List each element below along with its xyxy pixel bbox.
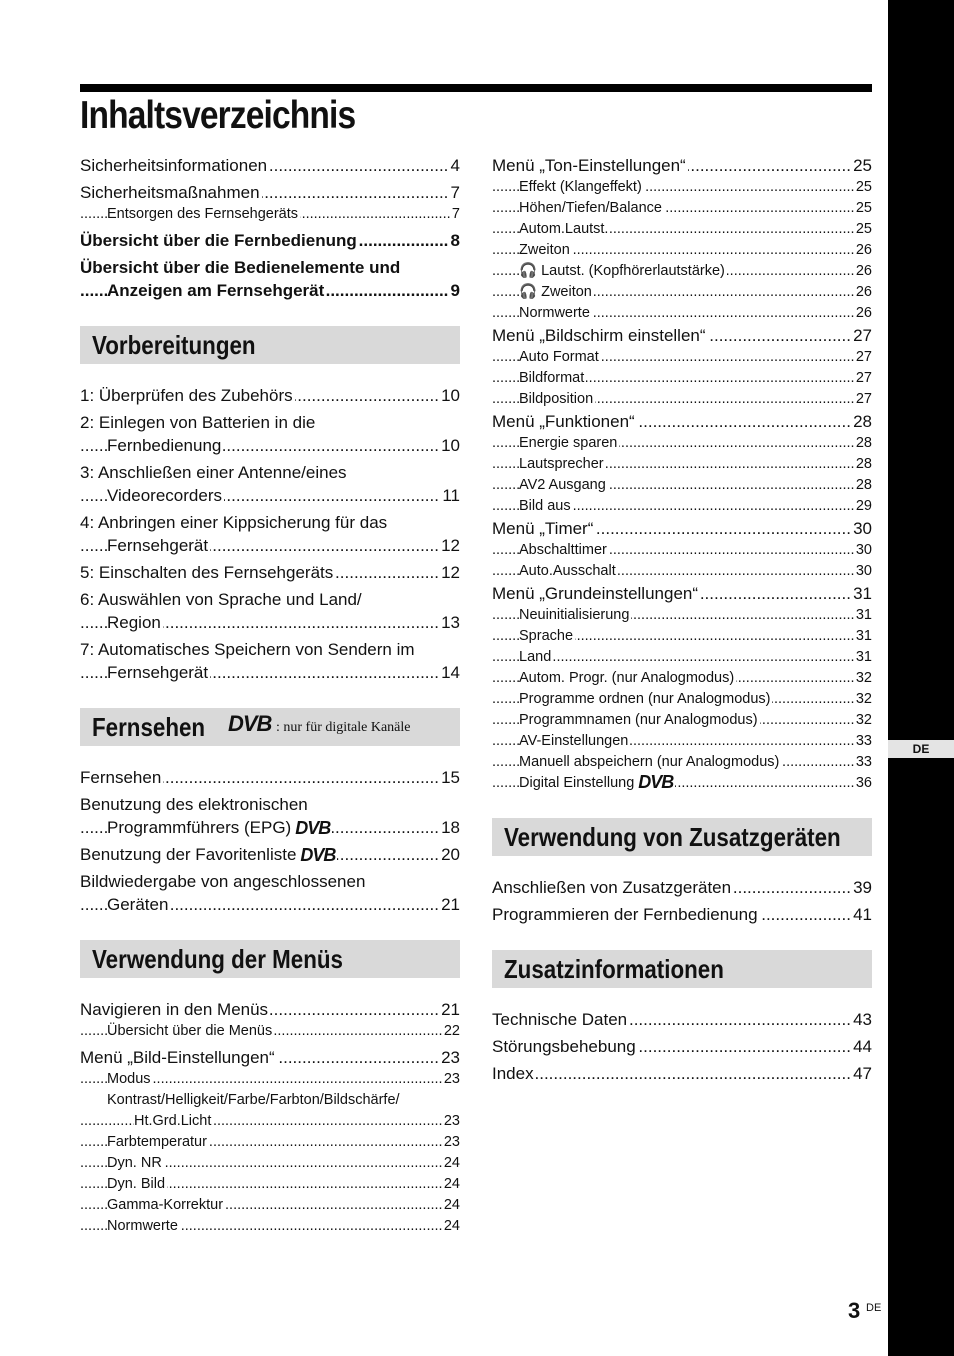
toc-subentry[interactable]: ..... Entsorgen des Fernsehgeräts 7 — [80, 204, 460, 225]
toc-subentry[interactable]: ..... Sprache 31 — [492, 626, 872, 647]
toc-entry[interactable]: ..... 1: Überprüfen des Zubehörs 10 — [80, 384, 460, 407]
toc-entry-line2[interactable]: ..... Videorecorders 11 — [80, 484, 460, 507]
toc-subentry[interactable]: ..... Modus 23 — [80, 1069, 460, 1090]
toc-entry[interactable]: ..... Menü „Funktionen“ 28 — [492, 410, 872, 433]
toc-subentry[interactable]: ..... Land 31 — [492, 647, 872, 668]
toc-entry-line2[interactable]: ..... Geräten 21 — [80, 893, 460, 916]
dvb-logo-icon: DVB — [300, 845, 336, 865]
toc-entry[interactable]: ..... Menü „Timer“ 30 — [492, 517, 872, 540]
toc-entry[interactable]: ..... Störungsbehebung 44 — [492, 1035, 872, 1058]
toc-entry[interactable]: ..... Menü „Grundeinstellungen“ 31 — [492, 582, 872, 605]
toc-entry-line2[interactable]: ..... Programmführers (EPG) DVB 18 — [80, 816, 460, 839]
toc-entry-line1[interactable]: Benutzung des elektronischen — [80, 795, 308, 814]
section-header-fernsehen: Fernsehen DVB : nur für digitale Kanäle — [80, 708, 460, 746]
toc-subentry[interactable]: ..... Farbtemperatur 23 — [80, 1132, 460, 1153]
toc-subentry[interactable]: ..... AV-Einstellungen 33 — [492, 731, 872, 752]
headphone-icon: 🎧 — [519, 284, 538, 300]
toc-entry-line1[interactable]: Bildwiedergabe von angeschlossenen — [80, 872, 366, 891]
toc-entry[interactable]: ..... Benutzung der Favoritenliste DVB 20 — [80, 843, 460, 866]
dvb-note: : nur für digitale Kanäle — [276, 720, 411, 735]
toc-subentry[interactable]: ..... Dyn. NR 24 — [80, 1153, 460, 1174]
page-suffix: DE — [866, 1302, 882, 1314]
toc-subentry[interactable]: ..... Bildposition 27 — [492, 389, 872, 410]
toc-subentry[interactable]: ..... Auto.Ausschalt 30 — [492, 561, 872, 582]
toc-subentry[interactable]: ..... Dyn. Bild 24 — [80, 1174, 460, 1195]
toc-entry-line1[interactable]: 3: Anschließen einer Antenne/eines — [80, 463, 347, 482]
toc-entry[interactable]: ..... Fernsehen 15 — [80, 766, 460, 789]
toc-entry-line2[interactable]: ..... Anzeigen am Fernsehgerät 9 — [80, 279, 460, 302]
toc-entry[interactable]: ..... Navigieren in den Menüs 21 — [80, 998, 460, 1021]
toc-subentry[interactable]: ..... Effekt (Klangeffekt) 25 — [492, 177, 872, 198]
section-header-vorbereitungen: Vorbereitungen — [80, 326, 460, 364]
dvb-logo-icon: DVB — [638, 773, 674, 792]
toc-subentry[interactable]: ..... Auto Format 27 — [492, 347, 872, 368]
page-number: 3 — [848, 1298, 861, 1323]
toc-entry[interactable]: ..... Sicherheitsinformationen 4 — [80, 154, 460, 177]
toc-entry[interactable]: ..... Menü „Bild-Einstellungen“ 23 — [80, 1046, 460, 1069]
language-tab: DE — [888, 740, 954, 758]
toc-subentry[interactable]: ..... Normwerte 24 — [80, 1216, 460, 1237]
toc-subentry[interactable]: ..... Übersicht über die Menüs 22 — [80, 1021, 460, 1042]
right-black-margin — [888, 0, 954, 1356]
toc-entry-line1[interactable]: 4: Anbringen einer Kippsicherung für das — [80, 513, 388, 532]
toc-entry-line2[interactable]: ..... Fernbedienung 10 — [80, 434, 460, 457]
section-header-menues: Verwendung der Menüs — [80, 940, 460, 978]
toc-subentry[interactable]: ..... Autom. Progr. (nur Analogmodus) 32 — [492, 668, 872, 689]
toc-subentry[interactable]: ..... Höhen/Tiefen/Balance 25 — [492, 198, 872, 219]
title-rule — [80, 84, 872, 92]
toc-subentry[interactable]: ..... Digital Einstellung DVB 36 — [492, 773, 872, 794]
toc-subentry[interactable]: ..... 🎧 Lautst. (Kopfhörerlautstärke) 26 — [492, 261, 872, 282]
toc-subentry[interactable]: ..... Programme ordnen (nur Analogmodus) 32 — [492, 689, 872, 710]
toc-entry[interactable]: ..... Technische Daten 43 — [492, 1008, 872, 1031]
toc-entry[interactable]: ..... Übersicht über die Fernbedienung 8 — [80, 229, 460, 252]
toc-entry-line1[interactable]: 2: Einlegen von Batterien in die — [80, 413, 316, 432]
toc-subentry[interactable]: ..... Autom.Lautst. 25 — [492, 219, 872, 240]
toc-entry[interactable]: ..... Menü „Bildschirm einstellen“ 27 — [492, 324, 872, 347]
toc-subentry[interactable]: ..... Manuell abspeichern (nur Analogmodus) 33 — [492, 752, 872, 773]
toc-subentry[interactable]: ..... Neuinitialisierung 31 — [492, 605, 872, 626]
toc-left-column — [80, 154, 460, 1237]
toc-subentry[interactable]: ..... Programmnamen (nur Analogmodus) 32 — [492, 710, 872, 731]
toc-subentry[interactable]: ..... Zweiton 26 — [492, 240, 872, 261]
toc-subentry-line1[interactable]: Kontrast/Helligkeit/Farbe/Farbton/Bildschärfe/ — [107, 1092, 400, 1108]
toc-entry-line2[interactable]: ..... Fernsehgerät 12 — [80, 534, 460, 557]
toc-subentry[interactable]: ..... Lautsprecher 28 — [492, 454, 872, 475]
toc-subentry[interactable]: ..... Abschalttimer 30 — [492, 540, 872, 561]
toc-subentry[interactable]: ..... AV2 Ausgang 28 — [492, 475, 872, 496]
headphone-icon: 🎧 — [519, 263, 538, 279]
dvb-logo-icon: DVB — [228, 711, 272, 736]
page-title: Inhaltsverzeichnis — [80, 94, 356, 137]
toc-entry[interactable]: ..... Anschließen von Zusatzgeräten 39 — [492, 876, 872, 899]
toc-entry[interactable]: ..... Programmieren der Fernbedienung 41 — [492, 903, 872, 926]
toc-subentry[interactable]: ..... Normwerte 26 — [492, 303, 872, 324]
section-header-zusatzgeraete: Verwendung von Zusatzgeräten — [492, 818, 872, 856]
toc-entry[interactable]: ..... Index 47 — [492, 1062, 872, 1085]
toc-subentry[interactable]: ..... Gamma-Korrektur 24 — [80, 1195, 460, 1216]
toc-entry-line2[interactable]: ..... Region 13 — [80, 611, 460, 634]
toc-subentry[interactable]: ..... Bildformat 27 — [492, 368, 872, 389]
toc-entry[interactable]: ..... Sicherheitsmaßnahmen 7 — [80, 181, 460, 204]
toc-subentry[interactable]: ..... 🎧 Zweiton 26 — [492, 282, 872, 303]
toc-entry-line1[interactable]: 7: Automatisches Speichern von Sendern im — [80, 640, 415, 659]
toc-entry[interactable]: ..... 5: Einschalten des Fernsehgeräts 12 — [80, 561, 460, 584]
toc-entry-line1[interactable]: Übersicht über die Bedienelemente und — [80, 258, 401, 277]
toc-subentry[interactable]: ..... Bild aus 29 — [492, 496, 872, 517]
toc-subentry-line2[interactable]: ..... Ht.Grd.Licht 23 — [80, 1111, 460, 1132]
dvb-logo-icon: DVB — [295, 818, 331, 838]
toc-right-column — [492, 154, 872, 1085]
toc-entry-line1[interactable]: 6: Auswählen von Sprache und Land/ — [80, 590, 362, 609]
toc-entry[interactable]: ..... Menü „Ton-Einstellungen“ 25 — [492, 154, 872, 177]
toc-entry-line2[interactable]: ..... Fernsehgerät 14 — [80, 661, 460, 684]
toc-subentry[interactable]: ..... Energie sparen 28 — [492, 433, 872, 454]
section-header-zusatzinformationen: Zusatzinformationen — [492, 950, 872, 988]
